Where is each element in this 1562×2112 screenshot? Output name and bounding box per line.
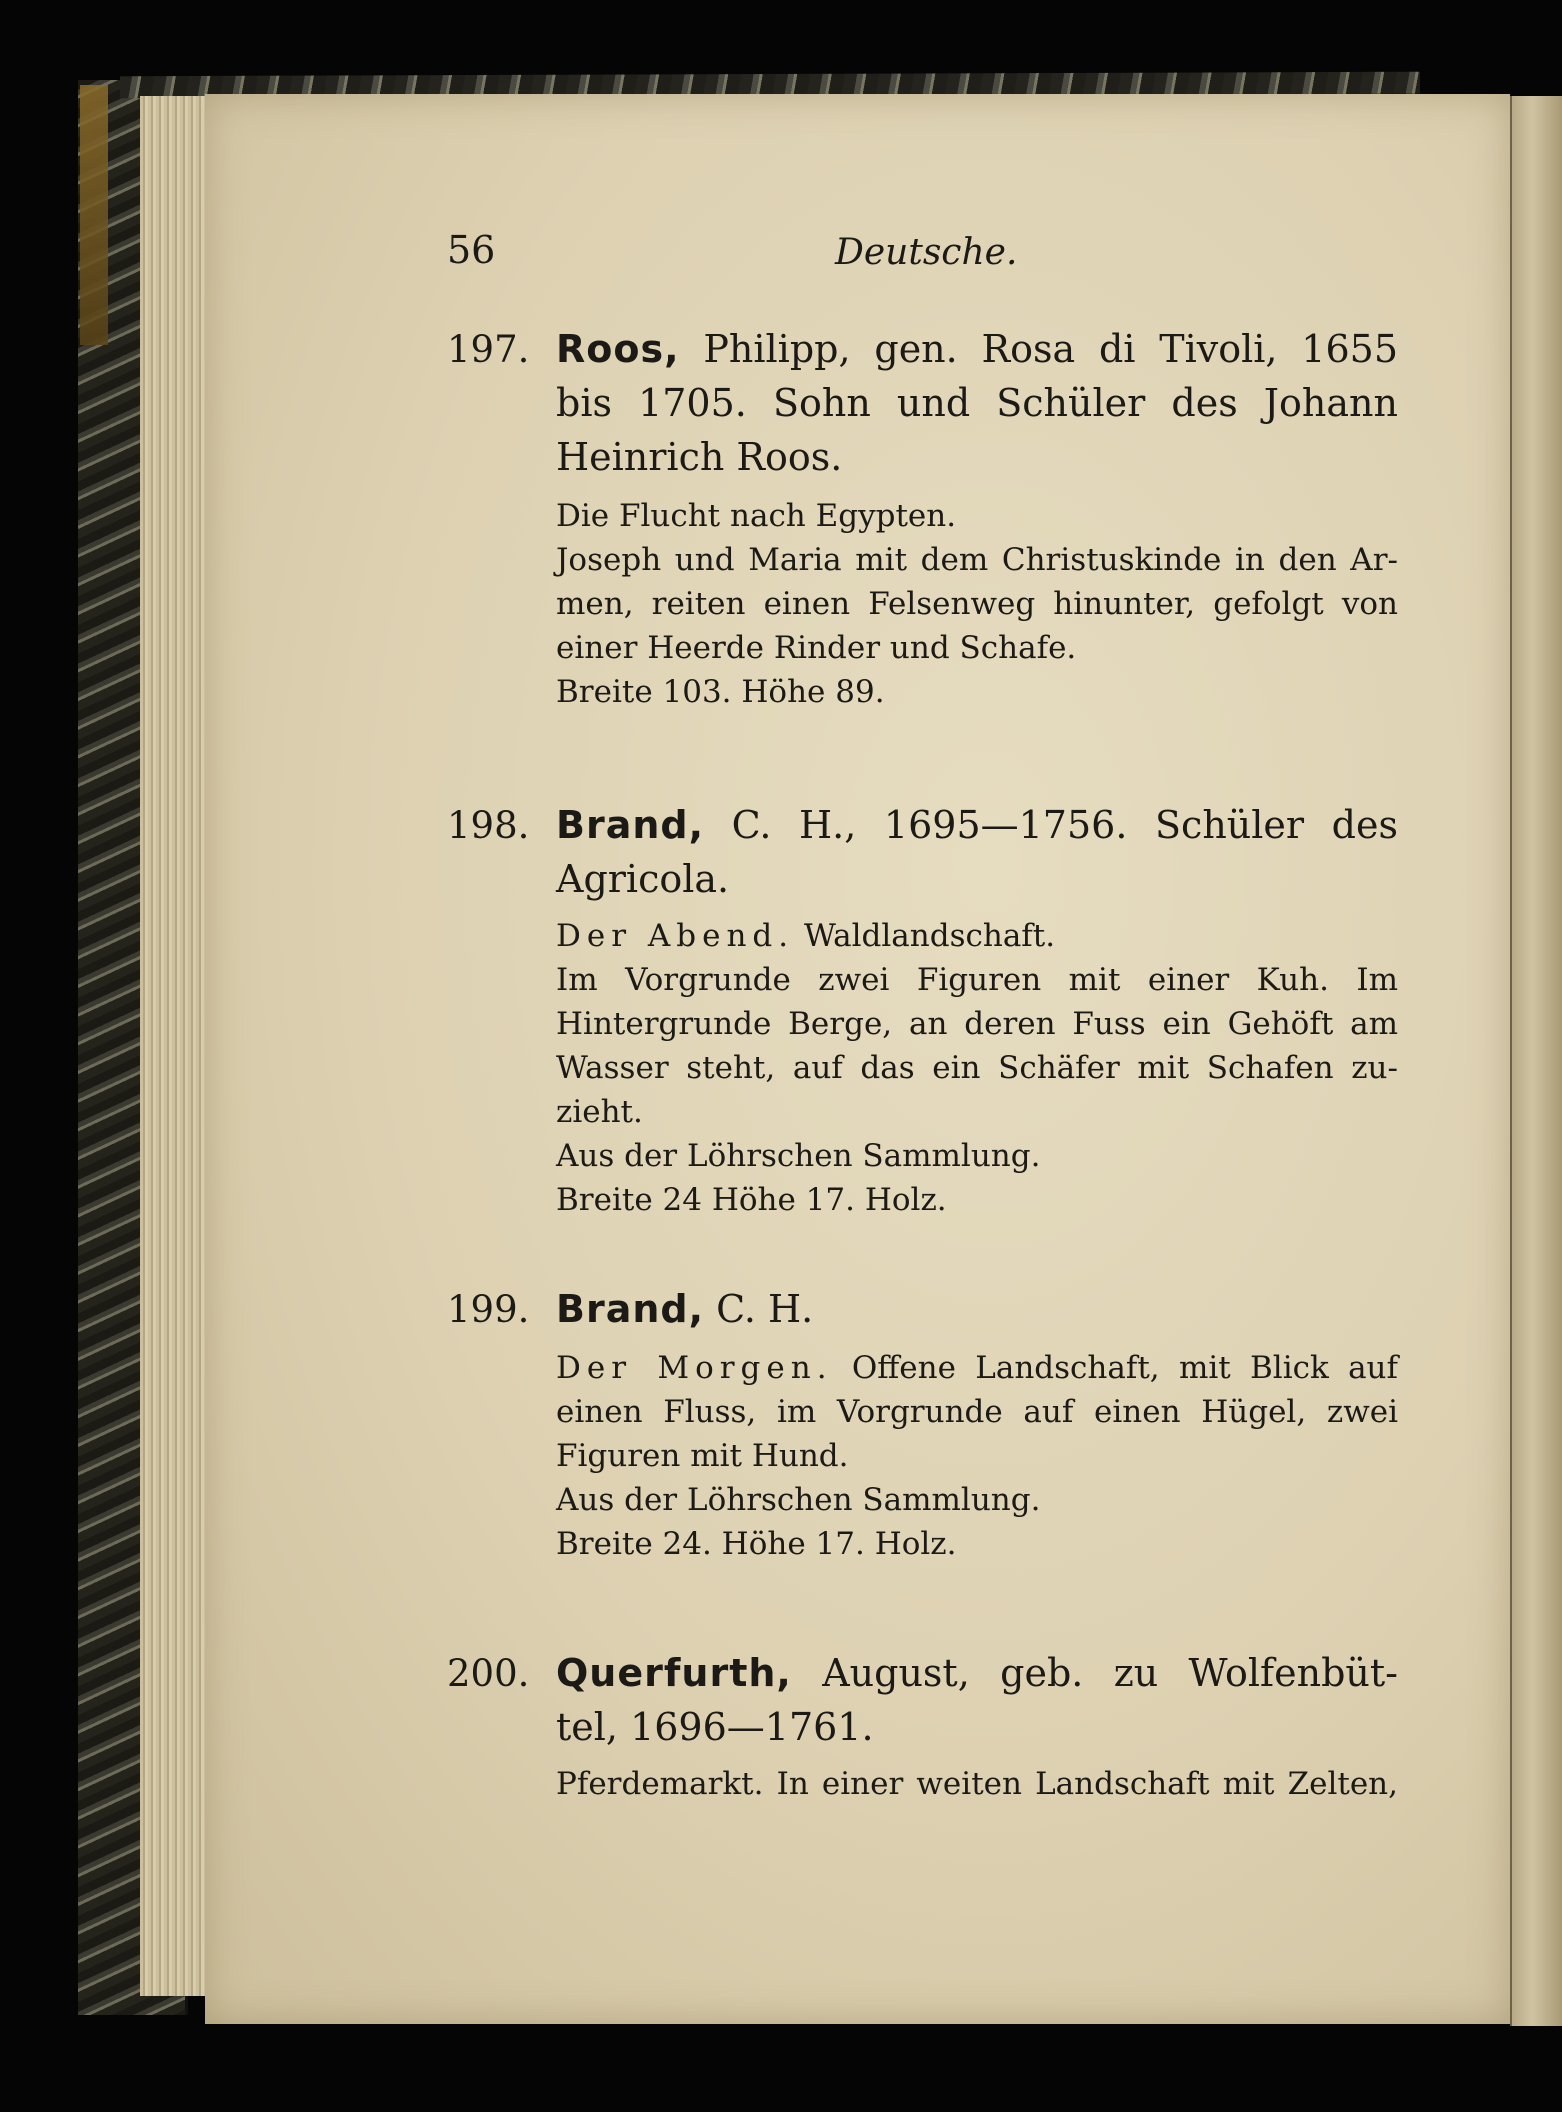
dimensions-line: Breite 24 Höhe 17. Holz. xyxy=(556,1182,947,1218)
artwork-title-spaced: Der Morgen. xyxy=(556,1350,833,1386)
heading-text: Philipp, gen. Rosa di Tivoli, 1655 xyxy=(679,327,1398,371)
heading-text: C. H. xyxy=(704,1287,814,1331)
entry-number: 199. xyxy=(447,1288,530,1331)
description-line: zieht. xyxy=(556,1094,643,1130)
description-line: einen Fluss, im Vorgrunde auf einen Hügel, zwei xyxy=(556,1394,1398,1430)
artwork-subtitle: Offene Landschaft, mit Blick auf xyxy=(832,1350,1398,1386)
artist-name: Querfurth, xyxy=(556,1651,792,1695)
running-head: Deutsche. xyxy=(835,232,1018,273)
description-line: Wasser steht, auf das ein Schäfer mit Schafen zu- xyxy=(556,1050,1398,1086)
artwork-title: Die Flucht nach Egypten. xyxy=(556,498,957,534)
page-number: 56 xyxy=(447,228,496,272)
heading-text: C. H., 1695—1756. Schüler des xyxy=(704,803,1398,847)
entry-heading-line xyxy=(556,1646,1398,1700)
artwork-subtitle: Waldlandschaft. xyxy=(794,918,1056,954)
heading-text: August, geb. zu Wolfenbüt- xyxy=(791,1651,1398,1695)
dimensions-line: Breite 103. Höhe 89. xyxy=(556,674,885,710)
artwork-title-spaced: Der Abend. xyxy=(556,918,795,954)
entry-number: 197. xyxy=(447,328,530,371)
entry-heading-line xyxy=(556,1282,1398,1336)
description-line: men, reiten einen Felsenweg hinunter, gefolgt von xyxy=(556,586,1398,622)
entry-heading-line: tel, 1696—1761. xyxy=(556,1705,874,1749)
provenance-line: Aus der Löhrschen Sammlung. xyxy=(556,1482,1041,1518)
dimensions-line: Breite 24. Höhe 17. Holz. xyxy=(556,1526,957,1562)
entry-number: 198. xyxy=(447,804,530,847)
artist-name: Brand, xyxy=(556,1287,705,1331)
provenance-line: Aus der Löhrschen Sammlung. xyxy=(556,1138,1041,1174)
entry-heading-line: Heinrich Roos. xyxy=(556,435,843,479)
artist-name: Roos, xyxy=(556,327,680,371)
artwork-title xyxy=(556,1346,1398,1390)
description-line: Joseph und Maria mit dem Christuskinde in den Ar- xyxy=(556,542,1398,578)
description-line: Pferdemarkt. In einer weiten Landschaft mit Zelten, xyxy=(556,1766,1398,1802)
description-line: Im Vorgrunde zwei Figuren mit einer Kuh. Im xyxy=(556,962,1398,998)
description-line: einer Heerde Rinder und Schafe. xyxy=(556,630,1077,666)
description-line: Figuren mit Hund. xyxy=(556,1438,849,1474)
entry-heading-line: bis 1705. Sohn und Schüler des Johann xyxy=(556,381,1398,425)
entry-heading-line xyxy=(556,798,1398,852)
artwork-title xyxy=(556,914,1398,958)
artist-name: Brand, xyxy=(556,803,705,847)
description-line: Hintergrunde Berge, an deren Fuss ein Gehöft am xyxy=(556,1006,1398,1042)
entry-number: 200. xyxy=(447,1652,530,1695)
entry-heading-line xyxy=(556,322,1398,376)
entry-heading-line: Agricola. xyxy=(556,857,730,901)
